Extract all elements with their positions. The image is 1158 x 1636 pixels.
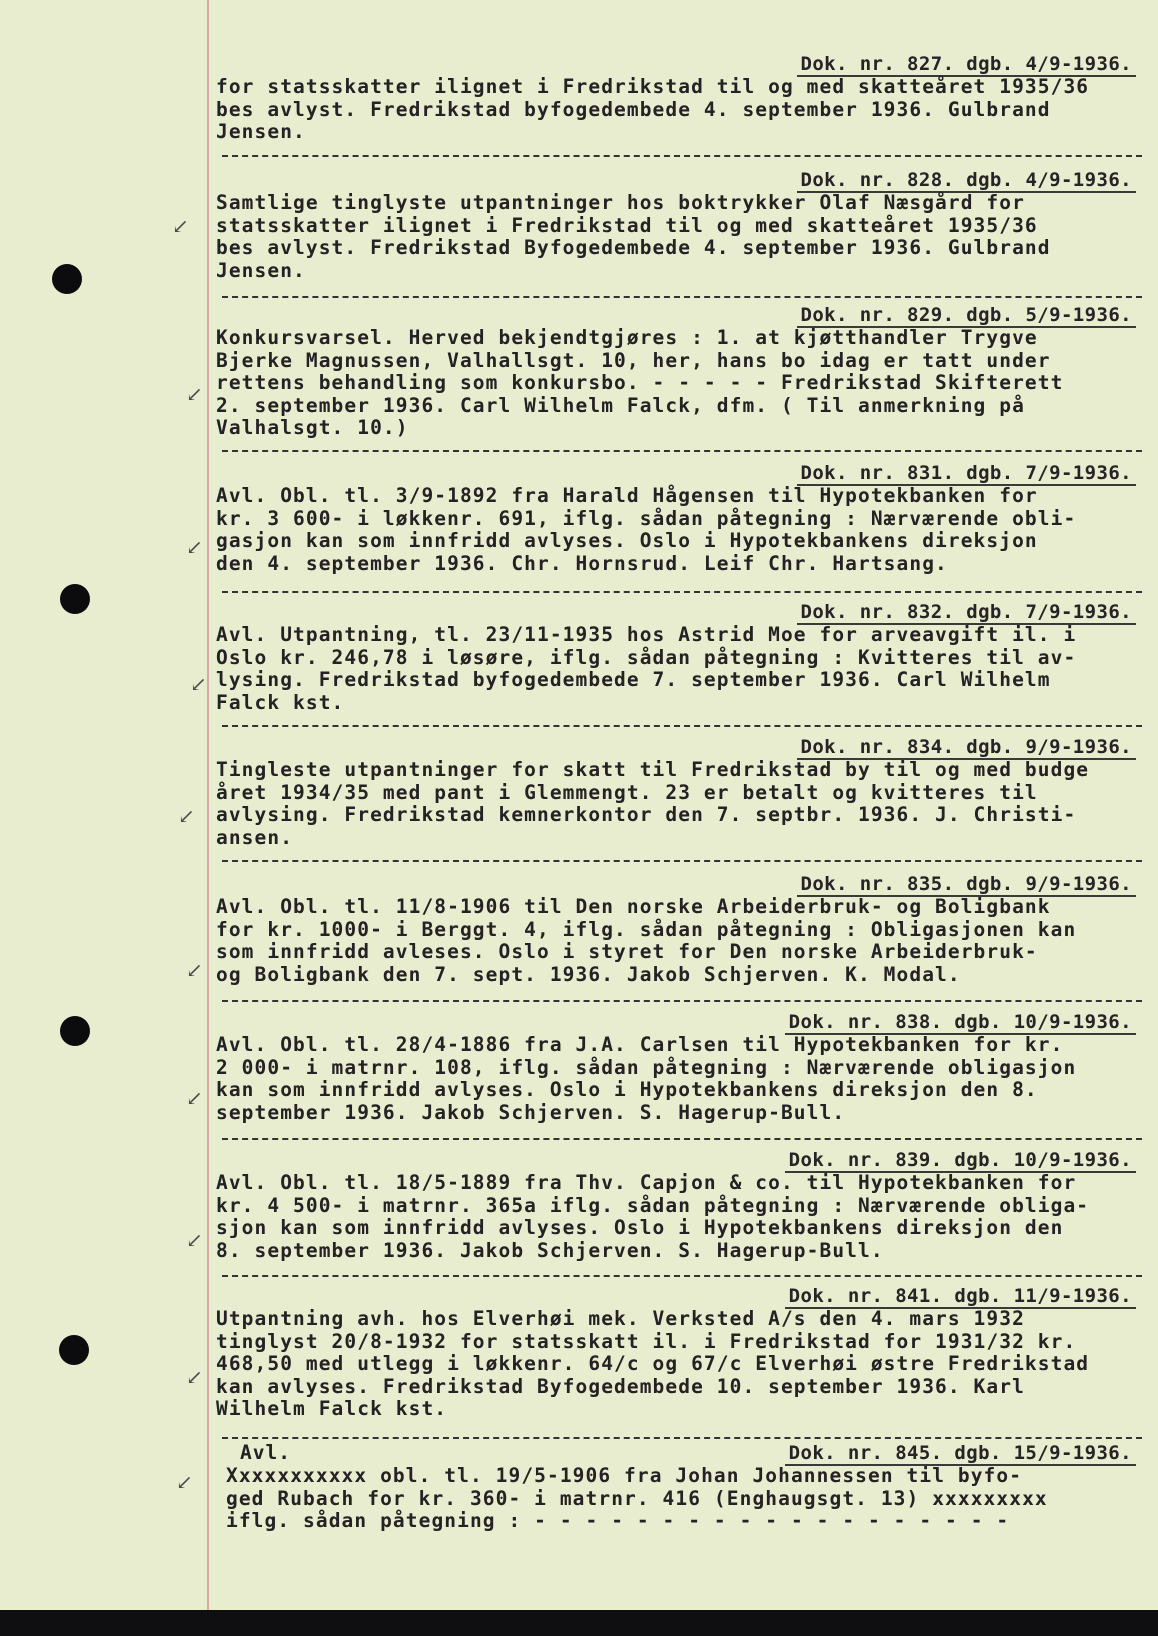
checkmark-icon: ↙ — [186, 958, 203, 982]
entry-separator — [222, 1138, 1142, 1140]
entry-separator — [222, 1437, 1142, 1439]
checkmark-icon: ↙ — [186, 382, 203, 406]
entry-text: Xxxxxxxxxxx obl. tl. 19/5-1906 fra Johan Johannessen til byfo- ged Rubach for kr. 360- i matrnr. 416 (Enghaugsgt. 13) xxxxxxxxx iflg. sådan påtegning : - - - - - - - - - - - - - - - - - - - — [226, 1464, 1048, 1532]
checkmark-icon: ↙ — [186, 1365, 203, 1389]
entry-separator — [222, 591, 1142, 593]
entry-header: Dok. nr. 827. dgb. 4/9-1936. — [216, 52, 1146, 76]
checkmark-icon: ↙ — [178, 804, 195, 828]
entry-header: Dok. nr. 838. dgb. 10/9-1936. — [216, 1010, 1146, 1034]
punch-hole — [52, 264, 82, 294]
entry-header: Dok. nr. 832. dgb. 7/9-1936. — [216, 600, 1146, 624]
punch-hole — [60, 1016, 90, 1046]
entry-845 — [216, 1441, 1146, 1533]
entry-text: Konkursvarsel. Herved bekjendtgjøres : 1. at kjøtthandler Trygve Bjerke Magnussen, Valhallsgt. 10, her, hans bo idag er tatt under rettens behandling som konkursbo. - - - - - Fredrikstad Skifterett 2. september 1936. Carl Wilhelm Falck, dfm. ( Til anmerkning på Valhalsgt. 10.) — [216, 326, 1064, 439]
entry-header: Dok. nr. 829. dgb. 5/9-1936. — [216, 303, 1146, 327]
entry-839 — [216, 1148, 1146, 1262]
entry-828 — [216, 168, 1146, 282]
entry-838 — [216, 1010, 1146, 1124]
entry-separator — [222, 1000, 1142, 1002]
entry-text: Avl. Obl. tl. 11/8-1906 til Den norske Arbeiderbruk- og Boligbank for kr. 1000- i Berggt. 4, iflg. sådan påtegning : Obligasjonen kan som innfridd avleses. Oslo i styret for Den norske Arbeiderbruk- og Boligbank den 7. sept. 1936. Jakob Schjerven. K. Modal. — [216, 895, 1077, 986]
entry-831 — [216, 461, 1146, 575]
entry-header: Dok. nr. 831. dgb. 7/9-1936. — [216, 461, 1146, 485]
entry-text: Avl. Obl. tl. 18/5-1889 fra Thv. Capjon & co. til Hypotekbanken for kr. 4 500- i matrnr. 365a iflg. sådan påtegning : Nærværende obliga- sjon kan som innfridd avlyses. Oslo i Hypotekbankens direksjon den 8. september 1936. Jakob Schjerven. S. Hagerup-Bull. — [216, 1171, 1090, 1262]
checkmark-icon: ↙ — [186, 1228, 203, 1252]
entry-text: Avl. Utpantning, tl. 23/11-1935 hos Astrid Moe for arveavgift il. i Oslo kr. 246,78 i løsøre, iflg. sådan påtegning : Kvitteres til av- lysing. Fredrikstad byfogedembede 7. september 1936. Carl Wilhelm Falck kst. — [216, 623, 1077, 714]
entry-separator — [222, 450, 1142, 452]
entry-separator — [222, 296, 1142, 298]
entry-text: Avl. Obl. tl. 28/4-1886 fra J.A. Carlsen til Hypotekbanken for kr. 2 000- i matrnr. 108, iflg. sådan påtegning : Nærværende obligasjon kan som innfridd avlyses. Oslo i Hypotekbankens direksjon den 8. september 1936. Jakob Schjerven. S. Hagerup-Bull. — [216, 1033, 1077, 1124]
entry-text: Utpantning avh. hos Elverhøi mek. Verksted A/s den 4. mars 1932 tinglyst 20/8-1932 for statsskatt il. i Fredrikstad for 1931/32 kr. 468,50 med utlegg i løkkenr. 64/c og 67/c Elverhøi østre Fredrikstad kan avlyses. Fredrikstad Byfogedembede 10. september 1936. Karl Wilhelm Falck kst. — [216, 1307, 1090, 1420]
entry-text: Avl. Obl. tl. 3/9-1892 fra Harald Hågensen til Hypotekbanken for kr. 3 600- i løkkenr. 691, iflg. sådan påtegning : Nærværende obli- gasjon kan som innfridd avlyses. Oslo i Hypotekbankens direksjon den 4. september 1936. Chr. Hornsrud. Leif Chr. Hartsang. — [216, 484, 1077, 575]
entry-text: Tingleste utpantninger for skatt til Fredrikstad by til og med budge året 1934/35 med pant i Glemmengt. 23 er betalt og kvitteres til avlysing. Fredrikstad kemnerkontor den 7. septbr. 1936. J. Christi- ansen. — [216, 758, 1090, 849]
checkmark-icon: ↙ — [172, 214, 189, 238]
entry-separator — [222, 155, 1142, 157]
checkmark-icon: ↙ — [190, 672, 207, 696]
scan-border — [0, 1610, 1158, 1636]
entry-header: Dok. nr. 828. dgb. 4/9-1936. — [216, 168, 1146, 192]
checkmark-icon: ↙ — [186, 535, 203, 559]
punch-hole — [59, 1335, 89, 1365]
entry-header: Dok. nr. 845. dgb. 15/9-1936. — [216, 1441, 1146, 1465]
checkmark-icon: ↙ — [186, 1086, 203, 1110]
entry-text: Samtlige tinglyste utpantninger hos boktrykker Olaf Næsgård for statsskatter ilignet i Fredrikstad til og med skatteåret 1935/36 bes avlyst. Fredrikstad Byfogedembede 4. september 1936. Gulbrand Jensen. — [216, 191, 1051, 282]
entry-separator — [222, 1275, 1142, 1277]
entry-header: Dok. nr. 835. dgb. 9/9-1936. — [216, 872, 1146, 896]
entry-header: Dok. nr. 834. dgb. 9/9-1936. — [216, 735, 1146, 759]
entry-827 — [216, 52, 1146, 144]
entry-832 — [216, 600, 1146, 714]
entry-separator — [222, 725, 1142, 727]
entry-829 — [216, 303, 1146, 440]
entry-text: for statsskatter ilignet i Fredrikstad til og med skatteåret 1935/36 bes avlyst. Fredrikstad byfogedembede 4. september 1936. Gulbrand Jensen. — [216, 75, 1090, 143]
entry-834 — [216, 735, 1146, 849]
punch-hole — [60, 584, 90, 614]
entry-835 — [216, 872, 1146, 986]
entry-separator — [222, 860, 1142, 862]
margin-rule — [207, 0, 209, 1610]
entry-header: Dok. nr. 841. dgb. 11/9-1936. — [216, 1284, 1146, 1308]
entry-841 — [216, 1284, 1146, 1421]
entry-header: Dok. nr. 839. dgb. 10/9-1936. — [216, 1148, 1146, 1172]
checkmark-icon: ↙ — [176, 1470, 193, 1494]
entry-845-prefix: Avl. — [240, 1441, 291, 1464]
